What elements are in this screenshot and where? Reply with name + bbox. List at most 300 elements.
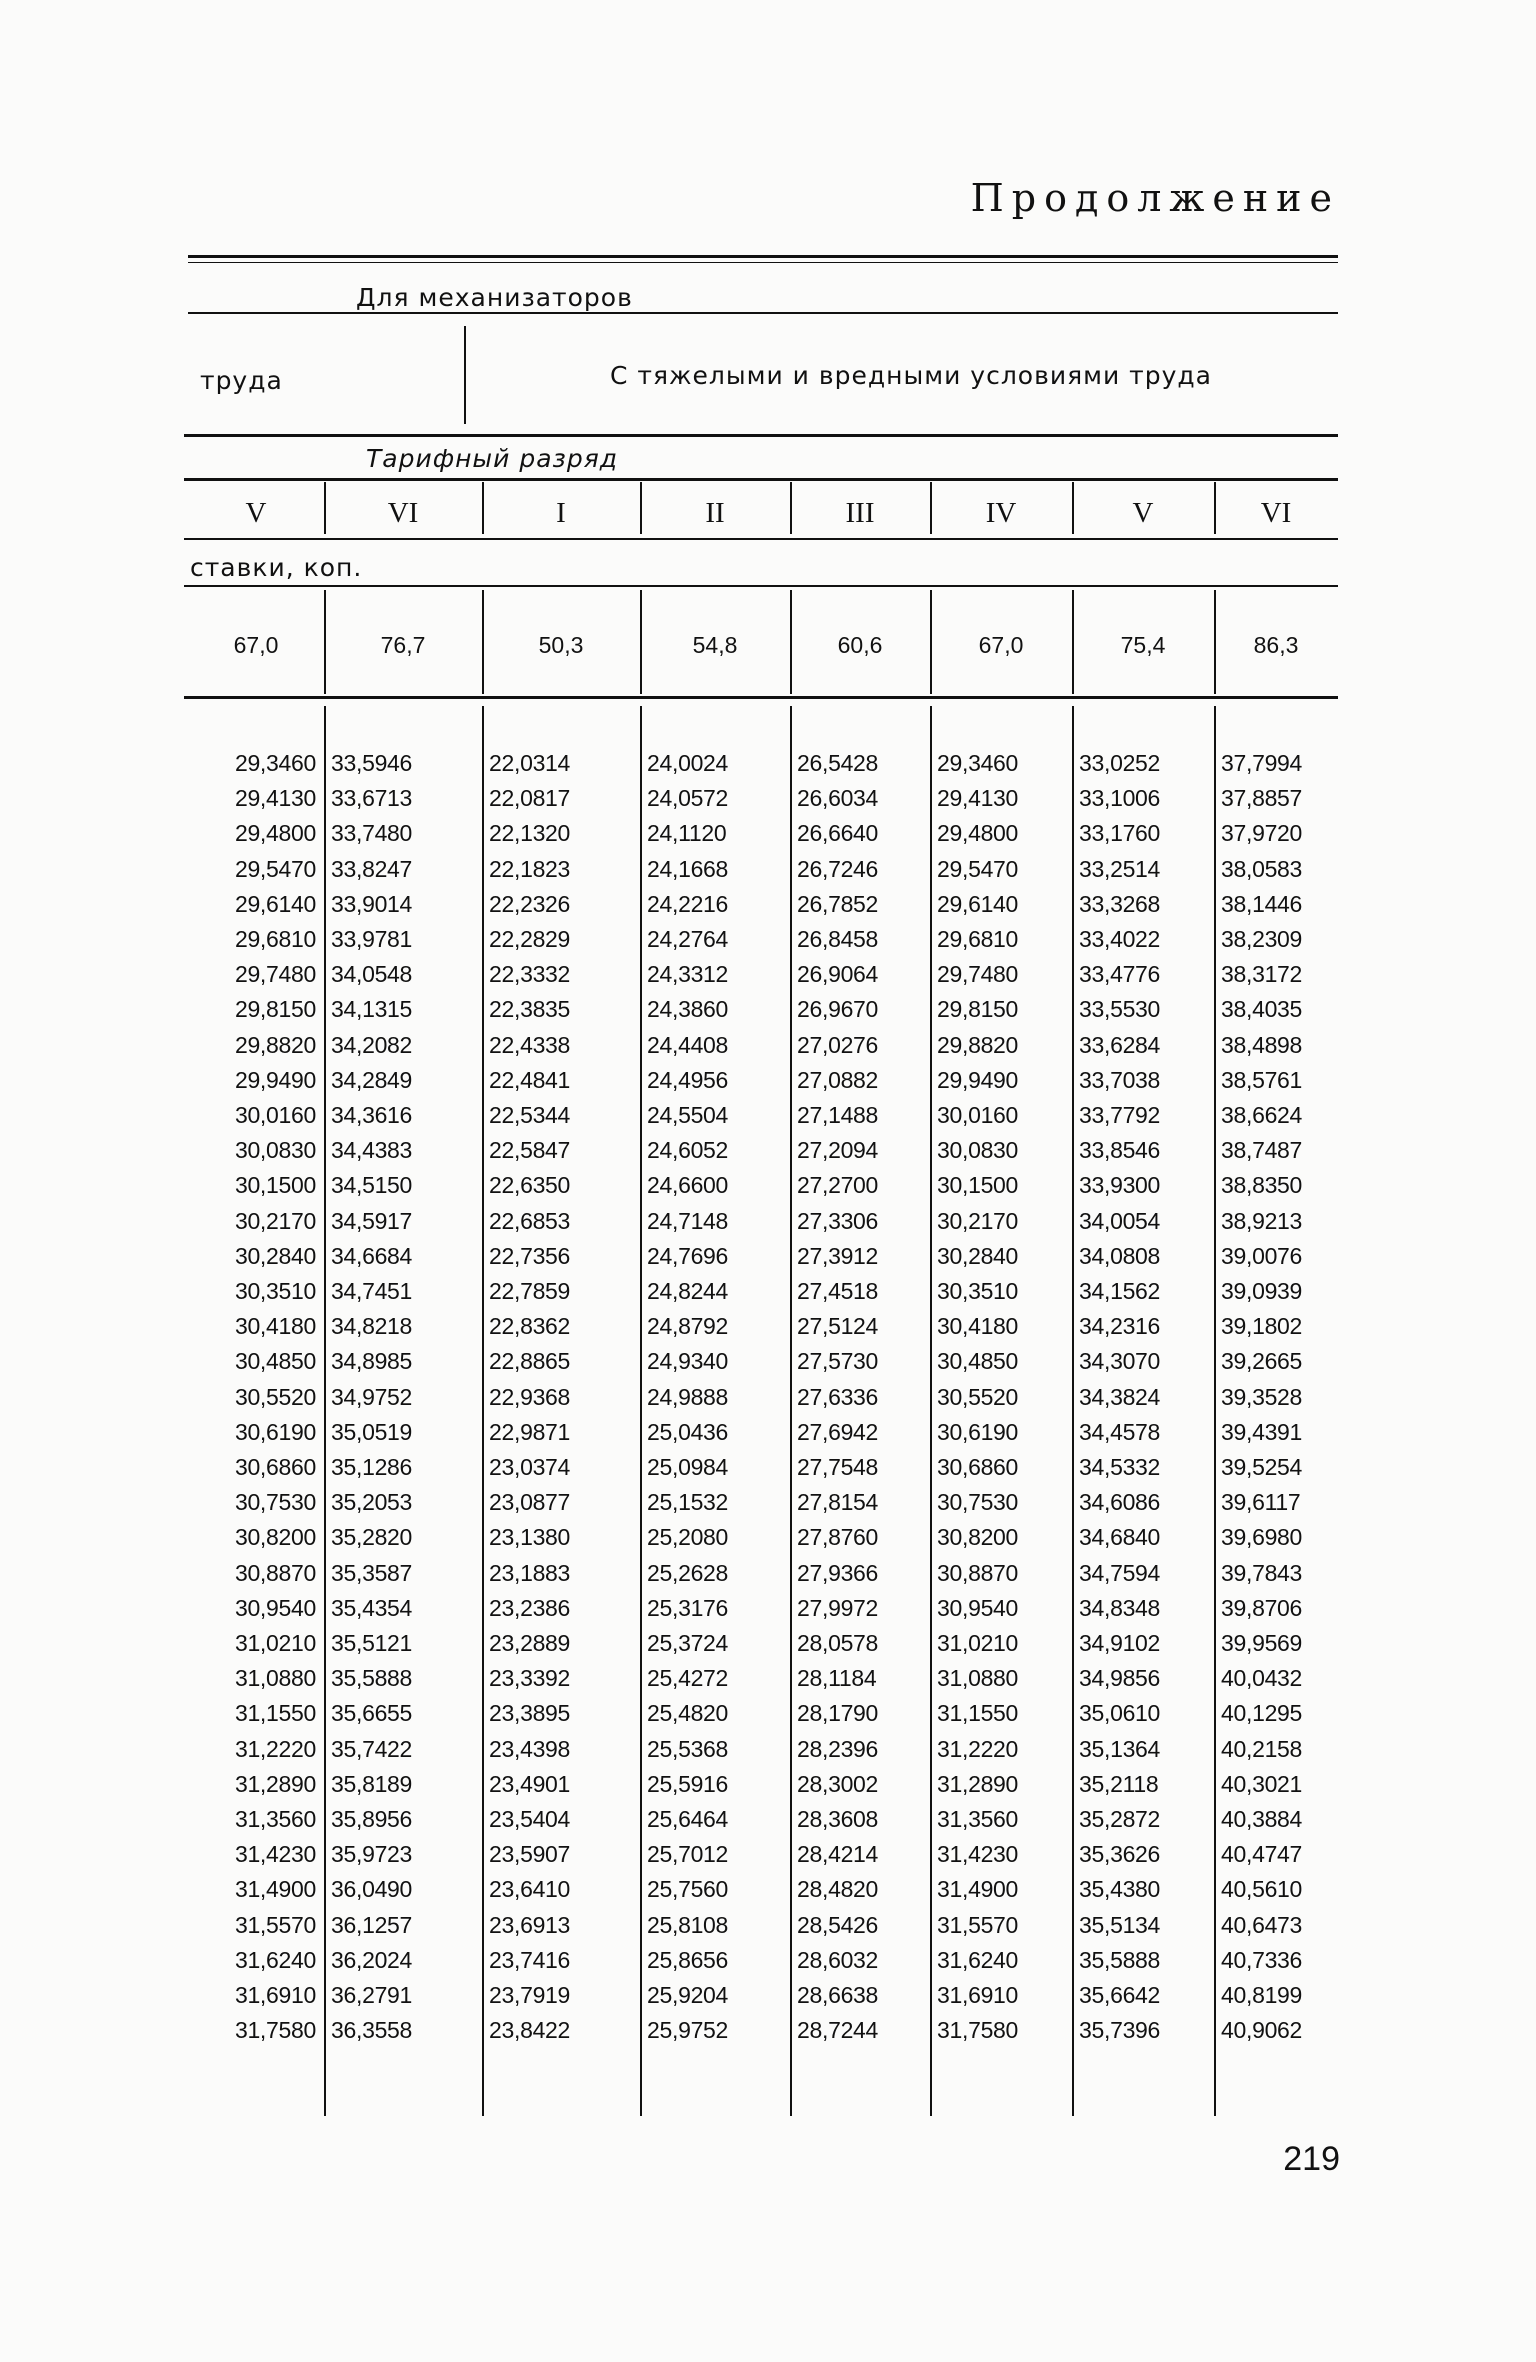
table-cell: 33,1760: [1079, 820, 1161, 847]
table-cell: 26,6640: [797, 820, 879, 847]
table-cell: 33,9781: [331, 926, 413, 952]
table-cell: 40,4747: [1221, 1841, 1303, 1868]
column-divider: [1072, 706, 1074, 2116]
table-cell: 22,0314: [489, 750, 571, 776]
table-cell: 33,6284: [1079, 1031, 1161, 1058]
table-cell: 27,6942: [797, 1418, 879, 1445]
table-cell: 34,4578: [1079, 1418, 1161, 1445]
table-cell: 27,0276: [797, 1031, 879, 1058]
group-label: Для механизаторов: [356, 283, 633, 312]
table-cell: 28,0578: [797, 1630, 879, 1656]
table-cell: 34,2082: [331, 1031, 413, 1058]
table-cell: 38,3172: [1221, 961, 1303, 988]
table-cell: 29,4130: [937, 785, 1019, 812]
table-cell: 34,8218: [331, 1313, 413, 1340]
table-cell: 23,4901: [489, 1770, 571, 1797]
table-cell: 30,4180: [937, 1313, 1019, 1340]
table-cell: 24,4408: [647, 1031, 729, 1058]
table-cell: 33,2514: [1079, 855, 1161, 882]
base-rate-6: 67,0: [978, 632, 1024, 658]
table-cell: 30,5520: [937, 1383, 1019, 1410]
table-cell: 33,3268: [1079, 890, 1161, 917]
table-cell: 25,7012: [647, 1841, 729, 1868]
table-cell: 33,9014: [331, 890, 413, 917]
table-cell: 29,8820: [937, 1031, 1019, 1058]
base-divider: [640, 590, 642, 694]
table-cell: 27,7548: [797, 1454, 879, 1480]
table-cell: 34,6086: [1079, 1489, 1161, 1516]
column-divider: [640, 706, 642, 2116]
table-cell: 29,6140: [234, 890, 316, 917]
table-cell: 24,7148: [647, 1207, 729, 1234]
table-cell: 24,8244: [647, 1278, 729, 1304]
table-cell: 40,7336: [1221, 1946, 1303, 1973]
table-cell: 31,6910: [234, 1982, 316, 2008]
table-cell: 35,4380: [1079, 1876, 1161, 1903]
table-cell: 27,1488: [797, 1102, 879, 1128]
table-cell: 39,0076: [1221, 1242, 1303, 1269]
table-cell: 22,0817: [489, 785, 571, 812]
table-cell: 26,5428: [797, 750, 879, 776]
table-cell: 26,7852: [797, 890, 879, 917]
table-cell: 33,7480: [331, 820, 413, 847]
table-cell: 22,4841: [489, 1066, 571, 1093]
table-cell: 25,8108: [647, 1911, 729, 1938]
table-cell: 30,4180: [234, 1313, 316, 1340]
table-cell: 23,7919: [489, 1982, 571, 2008]
table-cell: 24,2764: [647, 926, 729, 952]
table-cell: 24,4956: [647, 1066, 729, 1093]
table-cell: 34,2316: [1079, 1313, 1161, 1340]
table-cell: 33,6713: [331, 785, 413, 812]
table-cell: 31,6910: [937, 1982, 1019, 2008]
table-cell: 27,2700: [797, 1172, 879, 1199]
table-cell: 40,1295: [1221, 1700, 1303, 1727]
table-cell: 39,9569: [1221, 1630, 1303, 1656]
table-cell: 30,6190: [234, 1418, 316, 1445]
table-cell: 36,3558: [331, 2017, 413, 2044]
table-cell: 38,6624: [1221, 1102, 1303, 1128]
top-rule: [188, 255, 1338, 258]
column-divider: [930, 706, 932, 2116]
table-cell: 26,7246: [797, 855, 879, 882]
table-cell: 27,6336: [797, 1383, 879, 1410]
table-cell: 30,2840: [937, 1242, 1019, 1269]
table-cell: 23,5907: [489, 1841, 571, 1868]
base-rate-1: 67,0: [233, 632, 279, 658]
table-cell: 25,6464: [647, 1806, 729, 1832]
table-cell: 23,6913: [489, 1911, 571, 1938]
table-cell: 36,1257: [331, 1911, 413, 1938]
table-cell: 34,7451: [331, 1278, 413, 1304]
base-divider: [1072, 590, 1074, 694]
grade-divider: [930, 482, 932, 534]
table-cell: 37,8857: [1221, 785, 1303, 812]
table-cell: 35,1286: [331, 1454, 413, 1480]
table-cell: 23,2889: [489, 1630, 571, 1656]
table-cell: 40,0432: [1221, 1665, 1303, 1692]
table-cell: 29,7480: [234, 961, 316, 988]
table-cell: 24,0572: [647, 785, 729, 812]
table-cell: 31,3560: [937, 1806, 1019, 1832]
table-cell: 34,9856: [1079, 1665, 1161, 1692]
table-cell: 34,0548: [331, 961, 413, 988]
grade-divider: [640, 482, 642, 534]
grade-label: Тарифный разряд: [366, 444, 619, 473]
table-cell: 38,2309: [1221, 926, 1303, 952]
table-cell: 35,5888: [331, 1665, 413, 1692]
table-cell: 22,2326: [489, 890, 571, 917]
table-cell: 40,2158: [1221, 1735, 1303, 1762]
table-cell: 31,6240: [937, 1946, 1019, 1973]
table-cell: 38,5761: [1221, 1066, 1303, 1093]
page-number: 219: [1283, 2140, 1340, 2178]
table-cell: 34,5150: [331, 1172, 413, 1199]
table-cell: 34,2849: [331, 1066, 413, 1093]
table-cell: 34,0808: [1079, 1242, 1161, 1269]
table-cell: 33,1006: [1079, 785, 1161, 812]
table-cell: 35,5134: [1079, 1911, 1161, 1938]
table-cell: 30,7530: [234, 1489, 316, 1516]
rule-mid-1: [184, 434, 1338, 437]
table-cell: 28,4214: [797, 1841, 879, 1868]
table-cell: 29,6810: [937, 926, 1019, 952]
table-cell: 31,3560: [234, 1806, 316, 1832]
grade-1: V: [245, 497, 267, 529]
table-cell: 40,8199: [1221, 1982, 1303, 2008]
table-cell: 31,7580: [234, 2017, 316, 2044]
table-cell: 39,0939: [1221, 1278, 1303, 1304]
table-cell: 23,0374: [489, 1454, 571, 1480]
table-cell: 27,8760: [797, 1524, 879, 1551]
table-cell: 30,0830: [937, 1137, 1019, 1164]
table-cell: 30,8870: [937, 1559, 1019, 1586]
table-cell: 22,3332: [489, 961, 571, 988]
table-cell: 30,9540: [234, 1594, 316, 1621]
table-cell: 30,8870: [234, 1559, 316, 1586]
table-cell: 40,9062: [1221, 2017, 1303, 2044]
table-cell: 22,7356: [489, 1242, 571, 1269]
table-cell: 25,2080: [647, 1524, 729, 1551]
table-cell: 34,7594: [1079, 1559, 1161, 1586]
table-cell: 38,0583: [1221, 855, 1303, 882]
table-cell: 35,1364: [1079, 1735, 1161, 1762]
table-cell: 23,0877: [489, 1489, 571, 1516]
table-cell: 26,9670: [797, 996, 879, 1023]
grade-divider: [324, 482, 326, 534]
table-cell: 22,4338: [489, 1031, 571, 1058]
table-cell: 29,8820: [234, 1031, 316, 1058]
table-cell: 30,2170: [937, 1207, 1019, 1234]
table-cell: 30,0160: [937, 1102, 1019, 1128]
table-cell: 28,1184: [797, 1665, 877, 1692]
table-cell: 25,5916: [647, 1770, 729, 1797]
table-cell: 22,6350: [489, 1172, 571, 1199]
table-cell: 27,2094: [797, 1137, 879, 1164]
table-cell: 38,8350: [1221, 1172, 1303, 1199]
table-cell: 22,8865: [489, 1348, 571, 1375]
table-cell: 34,9102: [1079, 1630, 1161, 1656]
rates-label: ставки, коп.: [190, 553, 363, 582]
rule-mid-2: [184, 478, 1338, 481]
grade-6: IV: [985, 497, 1017, 529]
table-cell: 30,1500: [234, 1172, 316, 1199]
table-cell: 40,3884: [1221, 1806, 1303, 1832]
rule-rates: [184, 585, 1338, 587]
table-cell: 35,0610: [1079, 1700, 1161, 1727]
grade-divider: [482, 482, 484, 534]
table-cell: 29,5470: [937, 855, 1019, 882]
table-cell: 29,4800: [937, 820, 1019, 847]
table-cell: 35,2820: [331, 1524, 413, 1551]
table-cell: 35,6655: [331, 1700, 413, 1727]
table-cell: 34,4383: [331, 1137, 413, 1164]
table-cell: 22,8362: [489, 1313, 571, 1340]
table-cell: 39,1802: [1221, 1313, 1303, 1340]
table-cell: 27,4518: [797, 1278, 879, 1304]
table-cell: 28,2396: [797, 1735, 879, 1762]
top-rule-inner: [188, 262, 1338, 263]
column-divider: [324, 706, 326, 2116]
table-cell: 31,4230: [234, 1841, 316, 1868]
base-rate-4: 54,8: [692, 632, 738, 658]
table-cell: 29,6810: [234, 926, 316, 952]
table-cell: 30,2840: [234, 1242, 316, 1269]
table-cell: 28,6032: [797, 1946, 879, 1973]
grade-5: III: [845, 497, 875, 529]
table-cell: 23,6410: [489, 1876, 571, 1903]
table-cell: 31,0880: [234, 1665, 316, 1692]
table-cell: 23,2386: [489, 1594, 571, 1621]
table-cell: 35,5888: [1079, 1946, 1161, 1973]
table-cell: 27,5124: [797, 1313, 879, 1340]
table-cell: 30,3510: [937, 1278, 1019, 1304]
table-cell: 40,3021: [1221, 1770, 1303, 1797]
table-cell: 35,2872: [1079, 1806, 1161, 1832]
table-cell: 37,7994: [1221, 750, 1303, 776]
table-cell: 23,3392: [489, 1665, 571, 1692]
table-cell: 24,9340: [647, 1348, 729, 1375]
table-cell: 33,8247: [331, 855, 413, 882]
table-cell: 29,8150: [234, 996, 316, 1023]
grade-4: II: [705, 497, 725, 529]
table-cell: 34,8348: [1079, 1594, 1161, 1621]
table-cell: 38,7487: [1221, 1137, 1303, 1164]
table-cell: 27,0882: [797, 1066, 879, 1093]
table-cell: 28,3002: [797, 1770, 879, 1797]
table-cell: 30,6860: [234, 1454, 316, 1480]
table-cell: 31,0210: [234, 1630, 316, 1656]
table-cell: 33,9300: [1079, 1172, 1161, 1199]
table-cell: 22,1823: [489, 855, 571, 882]
table-cell: 34,9752: [331, 1383, 413, 1410]
table-cell: 31,2890: [937, 1770, 1019, 1797]
table-cell: 25,9204: [647, 1982, 729, 2008]
base-rate-5: 60,6: [837, 632, 883, 658]
table-cell: 30,0830: [234, 1137, 316, 1164]
table-cell: 31,1550: [234, 1700, 316, 1727]
page-heading: Продолжение: [970, 176, 1340, 220]
table-cell: 38,1446: [1221, 890, 1303, 917]
table-cell: 27,8154: [797, 1489, 879, 1516]
table-cell: 33,4022: [1079, 926, 1161, 952]
column-divider: [790, 706, 792, 2116]
table-cell: 27,9366: [797, 1559, 879, 1586]
table-cell: 33,4776: [1079, 961, 1161, 988]
table-cell: 26,9064: [797, 961, 879, 988]
table-cell: 24,1668: [647, 855, 729, 882]
table-cell: 28,6638: [797, 1982, 879, 2008]
table-cell: 33,5946: [331, 750, 413, 776]
table-cell: 30,6190: [937, 1418, 1019, 1445]
table-cell: 31,4900: [234, 1876, 316, 1903]
table-cell: 22,2829: [489, 926, 571, 952]
table-cell: 35,8189: [331, 1770, 413, 1797]
table-cell: 39,2665: [1221, 1348, 1303, 1375]
table-cell: 30,2170: [234, 1207, 316, 1234]
table-cell: 24,7696: [647, 1242, 729, 1269]
grade-7: V: [1132, 497, 1154, 529]
table-cell: 33,8546: [1079, 1137, 1161, 1164]
table-cell: 33,0252: [1079, 750, 1161, 776]
table-cell: 28,1790: [797, 1700, 879, 1727]
table-cell: 28,3608: [797, 1806, 879, 1832]
table-cell: 25,2628: [647, 1559, 729, 1586]
base-divider: [930, 590, 932, 694]
table-cell: 33,5530: [1079, 996, 1161, 1023]
table-cell: 29,3460: [937, 750, 1019, 776]
table-cell: 34,6840: [1079, 1524, 1161, 1551]
table-cell: 31,4230: [937, 1841, 1019, 1868]
table-cell: 25,1532: [647, 1489, 729, 1516]
table-cell: 40,5610: [1221, 1876, 1303, 1903]
grade-3: I: [556, 497, 566, 529]
grade-8: VI: [1260, 497, 1292, 529]
table-cell: 39,3528: [1221, 1383, 1303, 1410]
table-cell: 29,9490: [937, 1066, 1019, 1093]
table-cell: 38,4035: [1221, 996, 1303, 1023]
table-cell: 38,9213: [1221, 1207, 1303, 1234]
table-cell: 25,3724: [647, 1630, 729, 1656]
base-divider: [482, 590, 484, 694]
table-cell: 30,4850: [234, 1348, 316, 1375]
table-cell: 33,7038: [1079, 1066, 1161, 1093]
table-cell: 24,1120: [647, 820, 727, 847]
table-cell: 30,7530: [937, 1489, 1019, 1516]
base-divider: [324, 590, 326, 694]
table-cell: 26,6034: [797, 785, 879, 812]
table-cell: 29,7480: [937, 961, 1019, 988]
table-cell: 35,4354: [331, 1594, 413, 1621]
table-cell: 24,3312: [647, 961, 729, 988]
table-cell: 34,0054: [1079, 1207, 1161, 1234]
table-cell: 38,4898: [1221, 1031, 1303, 1058]
base-rate-2: 76,7: [380, 632, 426, 658]
table-cell: 24,9888: [647, 1383, 729, 1410]
table-cell: 34,5917: [331, 1207, 413, 1234]
table-cell: 27,5730: [797, 1348, 879, 1375]
table-cell: 24,6600: [647, 1172, 729, 1199]
table-cell: 24,8792: [647, 1313, 729, 1340]
table-cell: 35,5121: [331, 1630, 413, 1656]
table-cell: 30,8200: [234, 1524, 316, 1551]
table-cell: 29,8150: [937, 996, 1019, 1023]
table-cell: 23,8422: [489, 2017, 571, 2044]
table-cell: 24,3860: [647, 996, 729, 1023]
grade-2: VI: [387, 497, 419, 529]
table-cell: 25,9752: [647, 2017, 729, 2044]
table-cell: 39,6980: [1221, 1524, 1303, 1551]
table-cell: 24,6052: [647, 1137, 729, 1164]
table-cell: 31,2220: [937, 1735, 1019, 1762]
table-cell: 35,7396: [1079, 2017, 1161, 2044]
table-cell: 31,0210: [937, 1630, 1019, 1656]
table-cell: 35,2053: [331, 1489, 413, 1516]
table-cell: 24,2216: [647, 890, 729, 917]
table-cell: 25,0984: [647, 1454, 729, 1480]
table-cell: 39,8706: [1221, 1594, 1303, 1621]
column-divider: [482, 706, 484, 2116]
table-cell: 25,4820: [647, 1700, 729, 1727]
table-cell: 23,1883: [489, 1559, 571, 1586]
table-cell: 29,6140: [937, 890, 1019, 917]
rule-base: [184, 696, 1338, 699]
table-cell: 34,3616: [331, 1102, 413, 1128]
table-cell: 29,5470: [234, 855, 316, 882]
table-cell: 22,9368: [489, 1383, 571, 1410]
table-cell: 31,4900: [937, 1876, 1019, 1903]
table-cell: 23,5404: [489, 1806, 571, 1832]
table-cell: 34,3070: [1079, 1348, 1161, 1375]
table-cell: 35,8956: [331, 1806, 413, 1832]
table-cell: 36,2791: [331, 1982, 413, 2008]
table-cell: 29,9490: [234, 1066, 316, 1093]
table-cell: 27,9972: [797, 1594, 879, 1621]
col-a-label: труда: [200, 366, 283, 395]
table-cell: 27,3912: [797, 1242, 879, 1269]
table-cell: 39,5254: [1221, 1454, 1303, 1480]
table-cell: 31,6240: [234, 1946, 316, 1973]
grade-divider: [1214, 482, 1216, 534]
table-cell: 28,5426: [797, 1911, 879, 1938]
table-cell: 39,4391: [1221, 1418, 1303, 1445]
table-cell: 30,6860: [937, 1454, 1019, 1480]
table-cell: 26,8458: [797, 926, 879, 952]
table-cell: 34,1562: [1079, 1278, 1161, 1304]
table-cell: 22,6853: [489, 1207, 571, 1234]
table-cell: 35,7422: [331, 1735, 413, 1762]
table-cell: 30,4850: [937, 1348, 1019, 1375]
base-divider: [790, 590, 792, 694]
grade-divider: [1072, 482, 1074, 534]
table-cell: 29,4130: [234, 785, 316, 812]
table-cell: 35,3587: [331, 1559, 413, 1586]
table-cell: 27,3306: [797, 1207, 879, 1234]
table-cell: 35,3626: [1079, 1841, 1161, 1868]
table-cell: 35,6642: [1079, 1982, 1161, 2008]
table-cell: 34,3824: [1079, 1383, 1161, 1410]
table-cell: 39,6117: [1221, 1489, 1301, 1516]
table-cell: 22,5847: [489, 1137, 571, 1164]
table-cell: 31,7580: [937, 2017, 1019, 2044]
base-rate-8: 86,3: [1253, 632, 1299, 658]
table-cell: 35,9723: [331, 1841, 413, 1868]
table-cell: 30,8200: [937, 1524, 1019, 1551]
table-cell: 25,5368: [647, 1735, 729, 1762]
table-cell: 28,4820: [797, 1876, 879, 1903]
table-cell: 22,3835: [489, 996, 571, 1023]
table-cell: 22,7859: [489, 1278, 571, 1304]
